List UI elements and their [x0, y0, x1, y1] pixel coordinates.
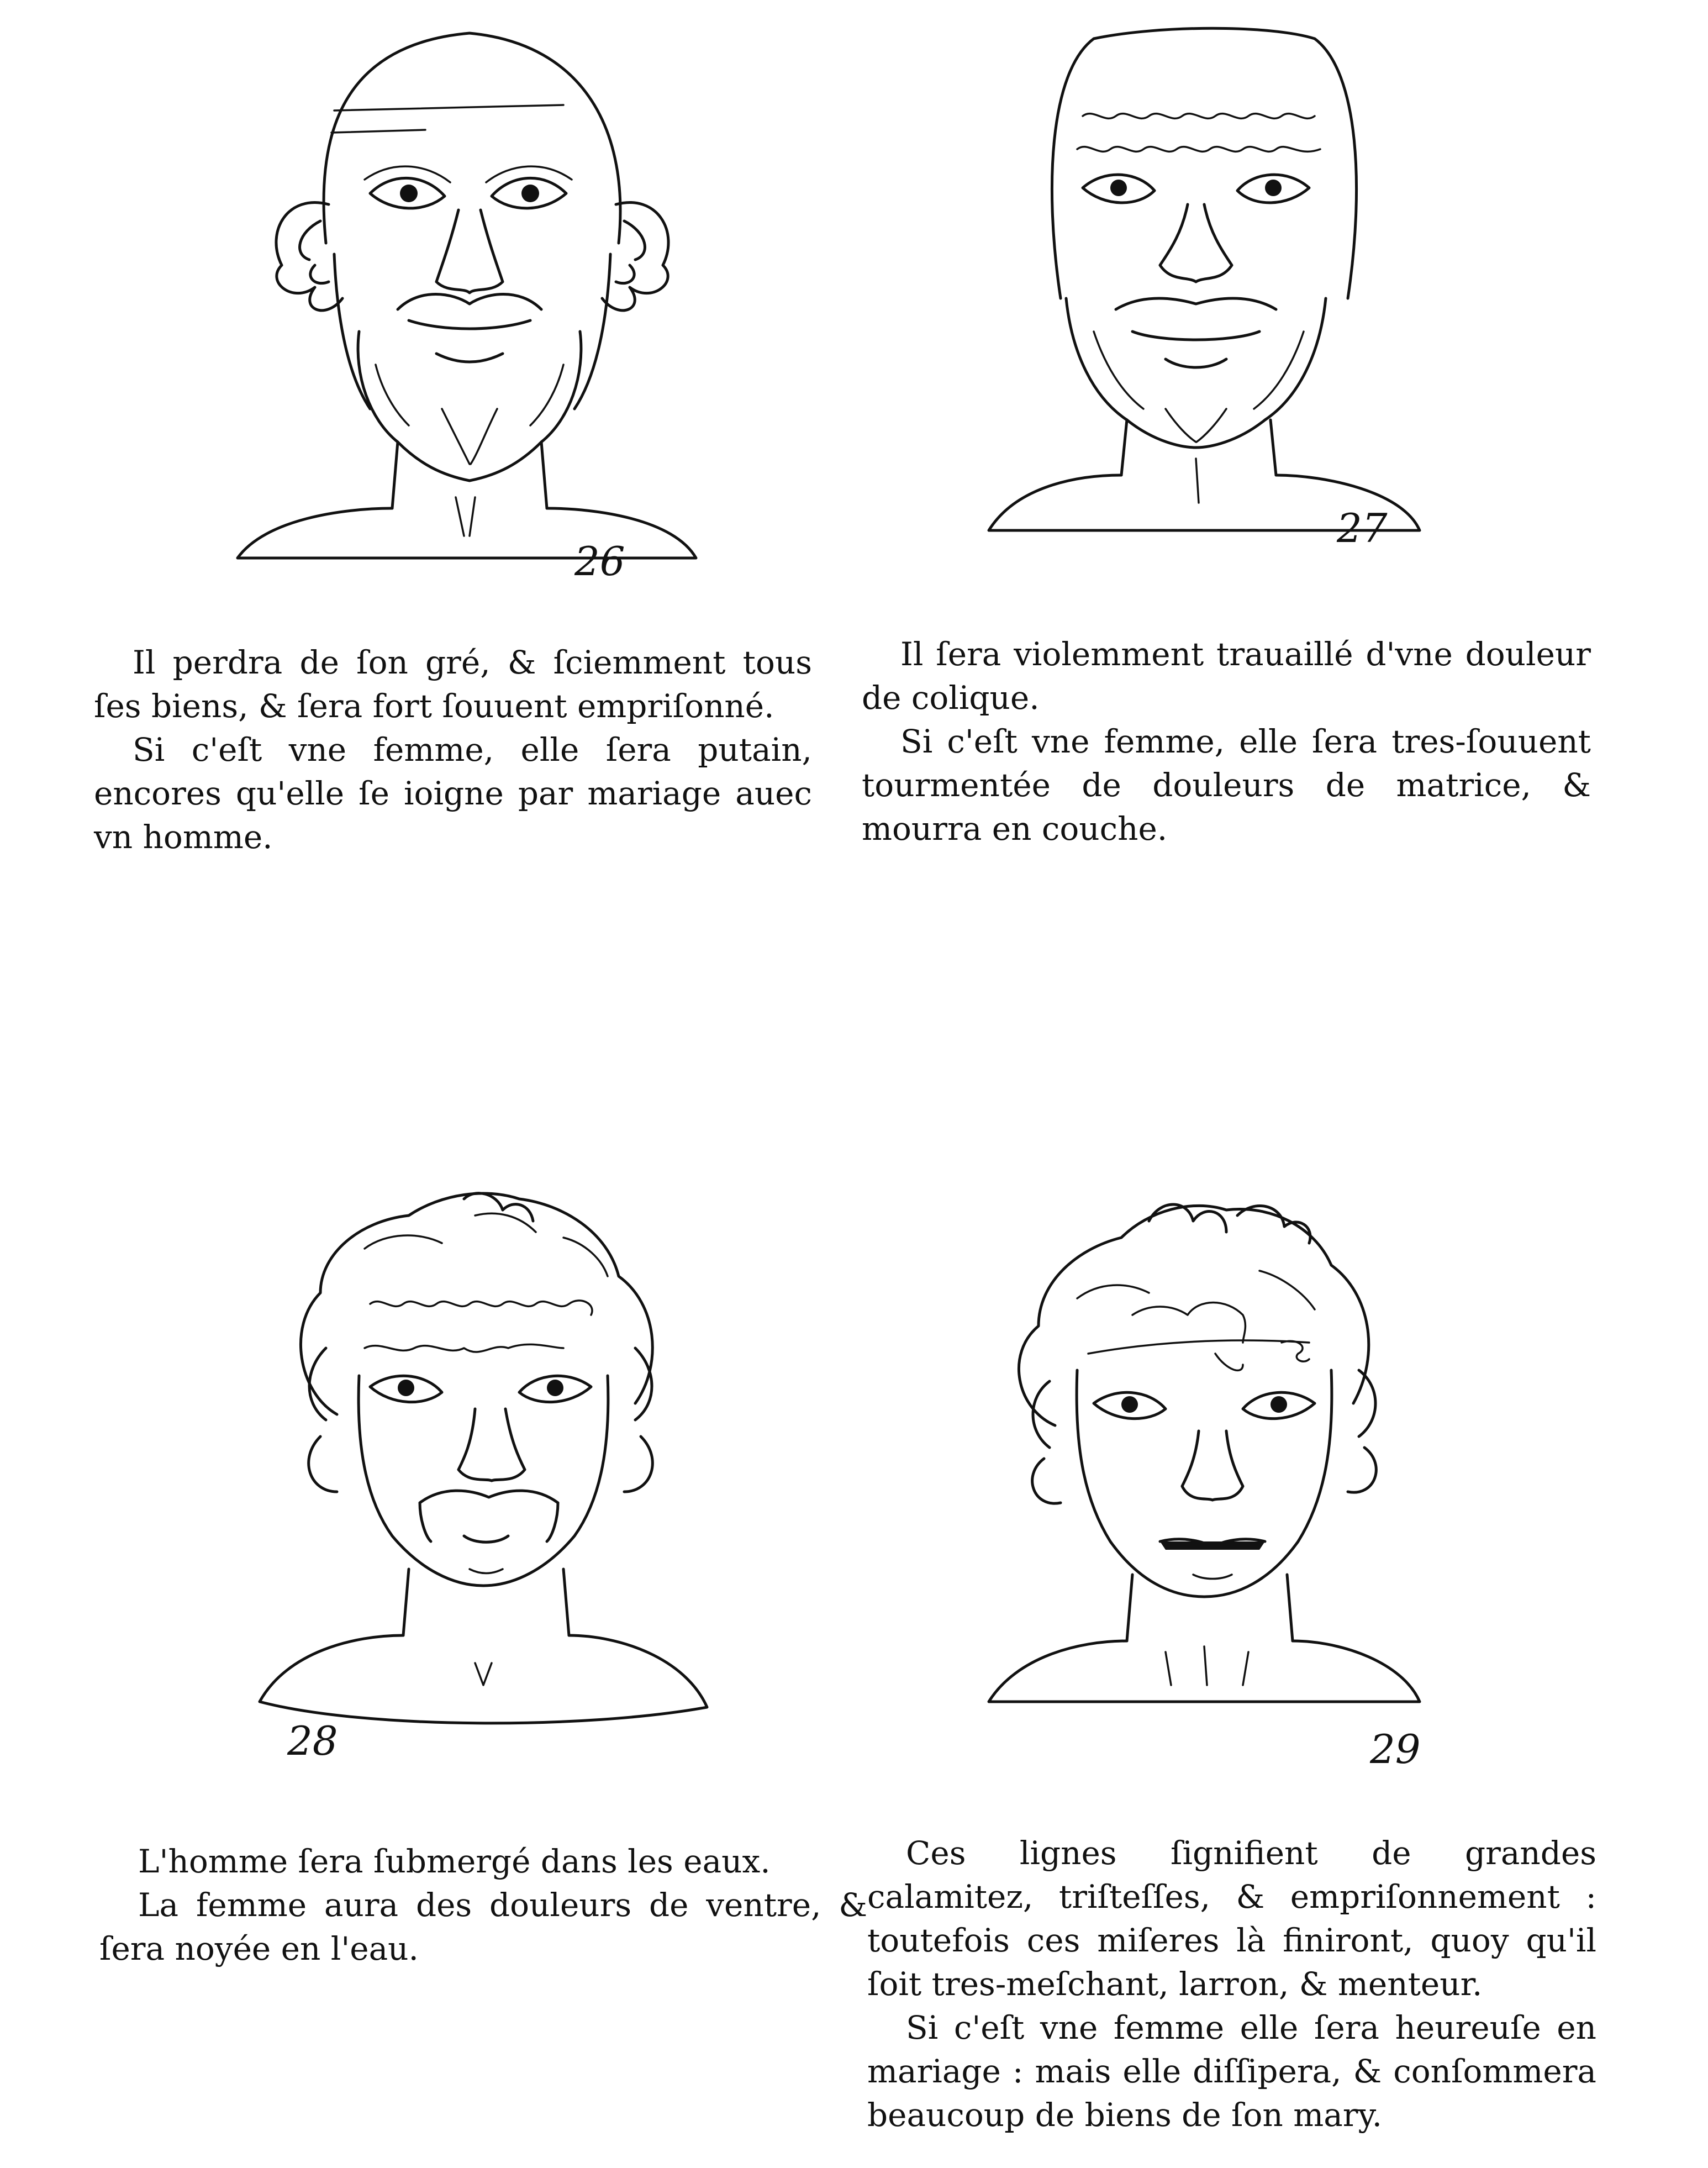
- caption-paragraph: Si c'eſt vne femme, elle ſera tres-ſouuent tourmentée de douleurs de matrice, & mourra en couche.: [862, 723, 1591, 848]
- face-illustration-27: [983, 22, 1425, 564]
- figure-number: 27: [1337, 505, 1388, 551]
- caption-29: [867, 1832, 1596, 2137]
- caption-paragraph: L'homme ſera ſubmergé dans les eaux.: [138, 1843, 771, 1880]
- caption-26: [94, 641, 812, 859]
- wavy-haired-man-woodcut: [254, 1182, 713, 1757]
- figure-number: 26: [574, 538, 625, 585]
- caption-paragraph: Ces lignes ſignifient de grandes calamitez, triſteſſes, & empriſonnement : toutefois ces miſeres là finiront, quoy qu'il ſoit tres-meſchant, larron, & menteur.: [867, 1834, 1596, 2003]
- caption-paragraph: La femme aura des douleurs de ventre, & ſera noyée en l'eau.: [99, 1886, 867, 1967]
- curly-haired-youth-woodcut: [983, 1188, 1425, 1746]
- caption-27: [862, 633, 1591, 851]
- face-illustration-26: [232, 22, 707, 585]
- face-illustration-28: [254, 1182, 713, 1764]
- bald-bearded-man-woodcut: [232, 22, 707, 575]
- caption-paragraph: Si c'eſt vne femme elle ſera heureuſe en mariage : mais elle diſſipera, & conſommera beaucoup de biens de ſon mary.: [867, 2009, 1596, 2134]
- wavy-forehead-man-woodcut: [983, 22, 1425, 564]
- face-illustration-29: [983, 1188, 1425, 1772]
- caption-paragraph: Il perdra de ſon gré, & ſciemment tous ſes biens, & ſera fort ſouuent empriſonné.: [94, 644, 812, 725]
- figure-number: 29: [1370, 1726, 1421, 1772]
- figure-number: 28: [287, 1718, 338, 1764]
- caption-paragraph: Si c'eſt vne femme, elle ſera putain, encores qu'elle ſe ioigne par mariage auec vn homme.: [94, 731, 812, 856]
- caption-28: [99, 1840, 867, 1971]
- caption-paragraph: Il ſera violemment trauaillé d'vne douleur de colique.: [862, 635, 1591, 717]
